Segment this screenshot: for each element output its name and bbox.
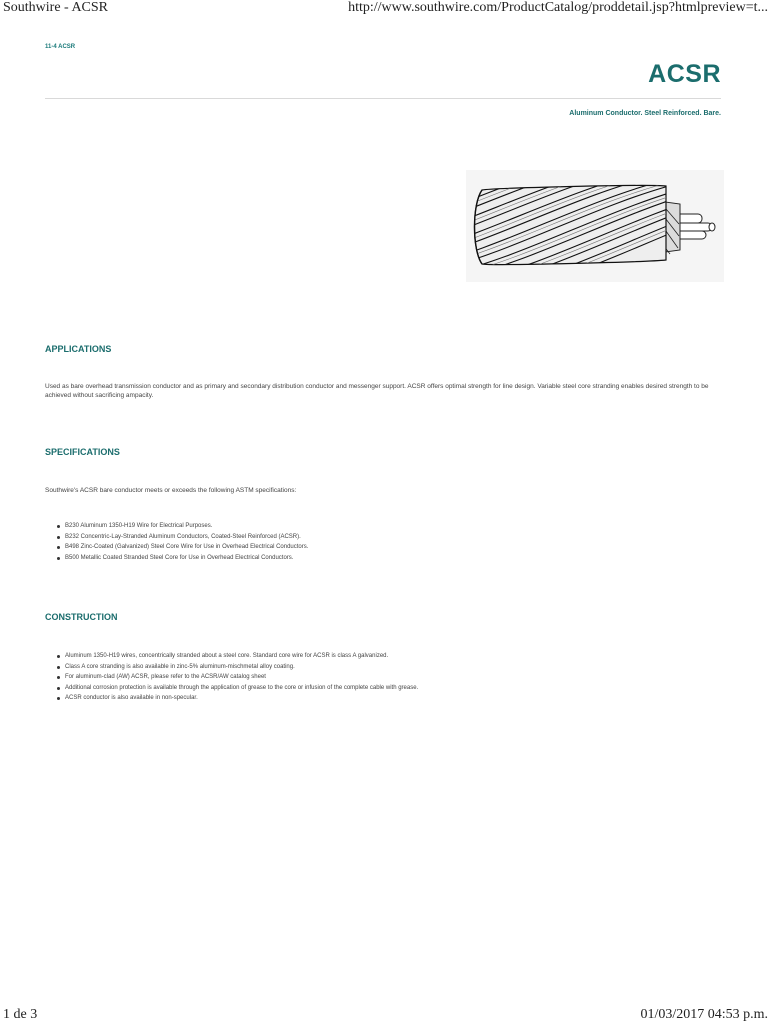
list-item: Additional corrosion protection is available through the application of grease to the core or infusion of the complete cable with grease. [45, 683, 418, 694]
print-footer-page: 1 de 3 [3, 1007, 38, 1022]
construction-heading: CONSTRUCTION [45, 612, 118, 622]
breadcrumb[interactable]: 11-4 ACSR [45, 44, 76, 50]
acsr-cable-illustration [466, 170, 724, 282]
specifications-list [45, 521, 308, 563]
list-item: B230 Aluminum 1350-H19 Wire for Electrical Purposes. [45, 521, 308, 532]
applications-text: Used as bare overhead transmission conductor and as primary and secondary distribution conductor and messenger support. ACSR offers optimal strength for line design. Variable steel core stranding enables desired strength to be achieved without sacrificing ampacity. [45, 383, 709, 399]
list-item: Class A core stranding is also available in zinc-5% aluminum-mischmetal alloy coating. [45, 662, 418, 673]
print-footer-datetime: 01/03/2017 04:53 p.m. [640, 1007, 768, 1022]
specifications-intro: Southwire's ACSR bare conductor meets or exceeds the following ASTM specifications: [45, 487, 297, 494]
list-item: ACSR conductor is also available in non-specular. [45, 693, 418, 704]
list-item: B498 Zinc-Coated (Galvanized) Steel Core Wire for Use in Overhead Electrical Conductors. [45, 542, 308, 553]
print-header-title: Southwire - ACSR [3, 0, 109, 15]
list-item: B232 Concentric-Lay-Stranded Aluminum Conductors, Coated-Steel Reinforced (ACSR). [45, 532, 308, 543]
list-item: For aluminum-clad (AW) ACSR, please refer to the ACSR/AW catalog sheet [45, 672, 418, 683]
print-header-url: http://www.southwire.com/ProductCatalog/proddetail.jsp?htmlpreview=t... [348, 0, 768, 15]
page-subtitle: Aluminum Conductor. Steel Reinforced. Bare. [569, 110, 721, 117]
title-divider [45, 98, 721, 99]
cable-icon [466, 170, 724, 282]
list-item: Aluminum 1350-H19 wires, concentrically stranded about a steel core. Standard core wire for ACSR is class A galvanized. [45, 651, 418, 662]
applications-heading: APPLICATIONS [45, 344, 112, 354]
construction-list [45, 651, 418, 704]
list-item: B500 Metallic Coated Stranded Steel Core for Use in Overhead Electrical Conductors. [45, 553, 308, 564]
page-title: ACSR [648, 60, 721, 88]
specifications-heading: SPECIFICATIONS [45, 447, 120, 457]
